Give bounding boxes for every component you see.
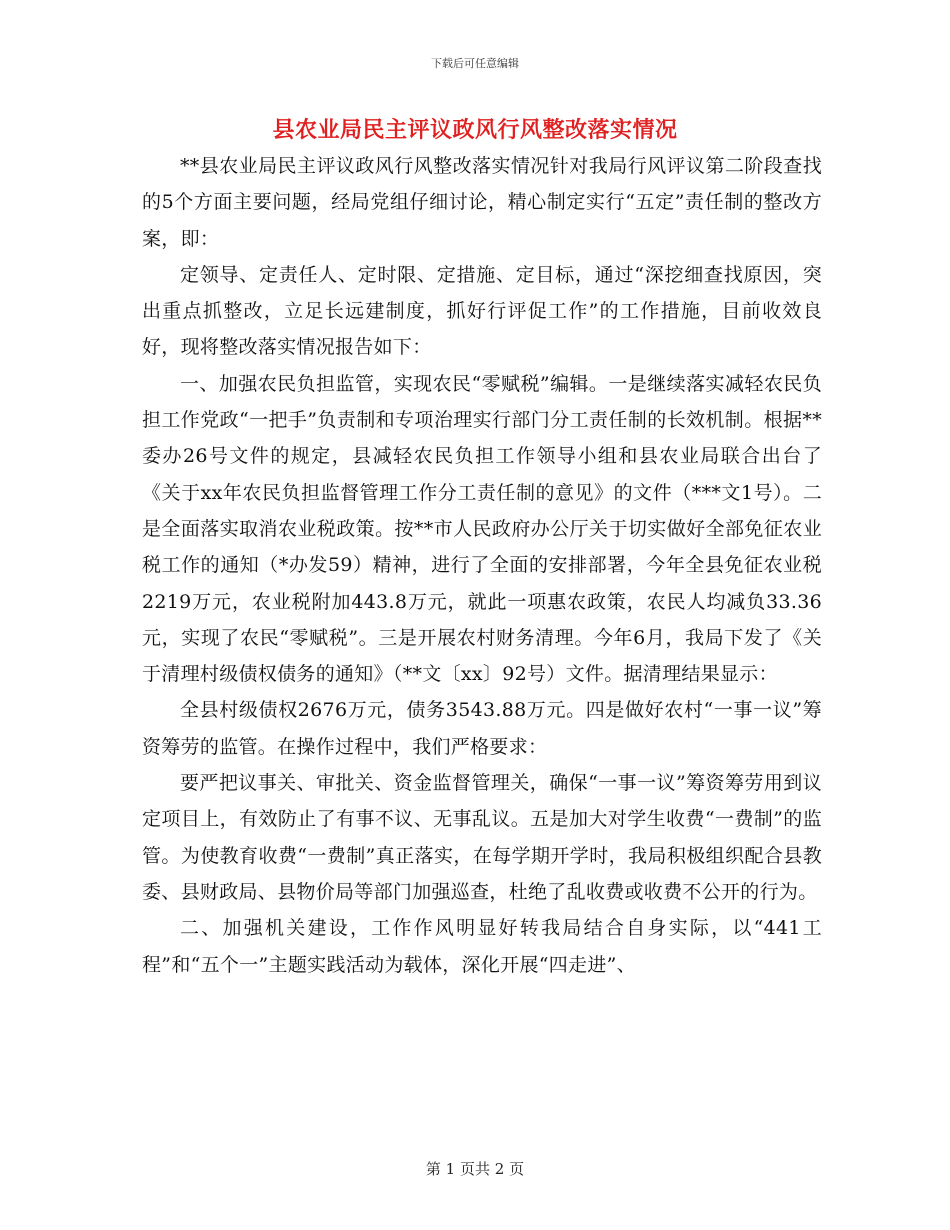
document-body	[142, 148, 822, 983]
paragraph: 一、加强农民负担监管，实现农民“零赋税”编辑。一是继续落实减轻农民负担工作党政“一把手”负责制和专项治理实行部门分工责任制的长效机制。根据**委办26号文件的规定，县减轻农民负担工作领导小组和县农业局联合出台了《关于xx年农民负担监督管理工作分工责任制的意见》的文件（***文1号）。二是全面落实取消农业税政策。按**市人民政府办公厅关于切实做好全部免征农业税工作的通知（*办发59）精神，进行了全面的安排部署，今年全县免征农业税2219万元，农业税附加443.8万元，就此一项惠农政策，农民人均减负33.36元，实现了农民“零赋税”。三是开展农村财务清理。今年6月，我局下发了《关于清理村级债权债务的通知》（**文〔xx〕92号）文件。据清理结果显示：	[142, 372, 822, 686]
paragraph: **县农业局民主评议政风行风整改落实情况针对我局行风评议第二阶段查找的5个方面主要问题，经局党组仔细讨论，精心制定实行“五定”责任制的整改方案，即：	[142, 155, 822, 250]
document-title: 县农业局民主评议政风行风整改落实情况	[272, 117, 678, 143]
header-note: 下载后可任意编辑	[431, 57, 519, 70]
paragraph: 定领导、定责任人、定时限、定措施、定目标，通过“深挖细查找原因，突出重点抓整改，立足长远建制度，抓好行评促工作”的工作措施，目前收效良好，现将整改落实情况报告如下：	[142, 263, 822, 359]
paragraph: 全县村级债权2676万元，债务3543.88万元。四是做好农村“一事一议”筹资筹劳的监管。在操作过程中，我们严格要求：	[142, 699, 822, 758]
page-number: 第 1 页共 2 页	[425, 1160, 525, 1178]
paragraph: 要严把议事关、审批关、资金监督管理关，确保“一事一议”筹资筹劳用到议定项目上，有效防止了有事不议、无事乱议。五是加大对学生收费“一费制”的监管。为使教育收费“一费制”真正落实，在每学期开学时，我局积极组织配合县教委、县财政局、县物价局等部门加强巡查，杜绝了乱收费或收费不公开的行为。	[142, 772, 822, 903]
paragraph: 二、加强机关建设，工作作风明显好转我局结合自身实际，以“441工程”和“五个一”主题实践活动为载体，深化开展“四走进”、	[142, 917, 822, 976]
